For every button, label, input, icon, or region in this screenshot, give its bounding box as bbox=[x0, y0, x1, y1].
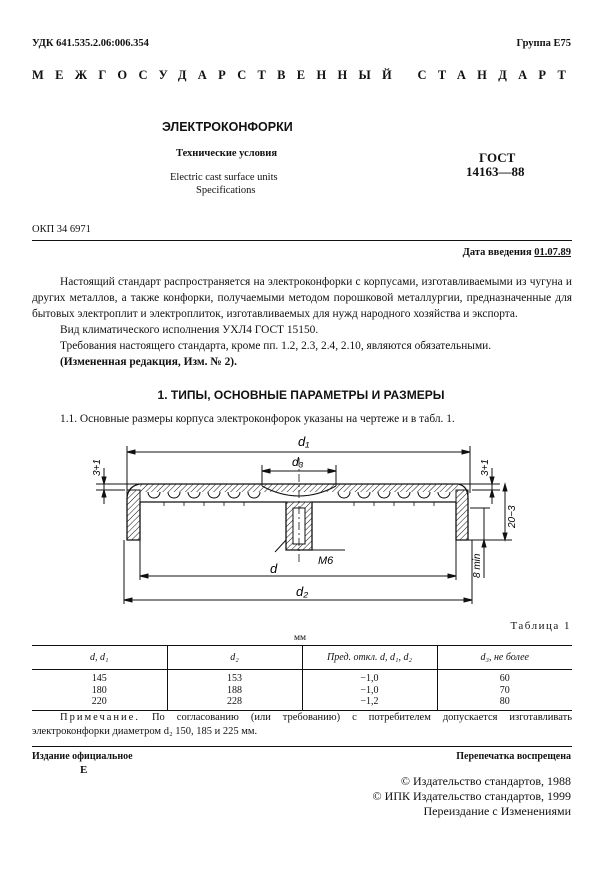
label-m6: M6 bbox=[318, 555, 334, 567]
udk-code: УДК 641.535.2.06:006.354 bbox=[32, 38, 149, 49]
intro-date-value: 01.07.89 bbox=[534, 247, 571, 258]
table-cell: 220 bbox=[32, 696, 167, 710]
label-d1: d₁ bbox=[298, 434, 310, 449]
table-row bbox=[32, 670, 572, 685]
copyright-1999: © ИПК Издательство стандартов, 1999 bbox=[372, 789, 571, 803]
doc-title-en: Electric cast surface units bbox=[170, 172, 278, 183]
reprint-notice: Перепечатка воспрещена bbox=[456, 751, 571, 762]
table-row bbox=[32, 696, 572, 710]
section-title: 1. ТИПЫ, ОСНОВНЫЕ ПАРАМЕТРЫ И РАЗМЕРЫ bbox=[157, 388, 445, 402]
dimensions-table bbox=[32, 645, 572, 711]
clause-1-1: 1.1. Основные размеры корпуса электроконфорок указаны на чертеже и в табл. 1. bbox=[60, 413, 455, 425]
header-divider bbox=[32, 240, 572, 241]
standard-banner: МЕЖГОСУДАРСТВЕННЫЙ СТАНДАРТ bbox=[32, 68, 578, 82]
paragraph-amendment: (Измененная редакция, Изм. № 2). bbox=[60, 356, 237, 368]
footer-divider bbox=[32, 746, 572, 747]
okp-code: ОКП 34 6971 bbox=[32, 224, 91, 235]
table-caption: Таблица 1 bbox=[510, 620, 571, 632]
reissue-notice: Переиздание с Изменениями bbox=[423, 804, 571, 818]
table-cell: 145 bbox=[91, 673, 107, 684]
col-header-d2: d₂ bbox=[167, 646, 302, 670]
doc-subtitle-en: Specifications bbox=[196, 185, 256, 196]
official-edition: Издание официальное bbox=[32, 751, 133, 762]
table-note bbox=[32, 711, 572, 739]
label-d: d bbox=[270, 561, 278, 576]
paragraph-climate: Вид климатического исполнения УХЛ4 ГОСТ 15150. bbox=[60, 324, 319, 336]
table-header-row bbox=[32, 646, 572, 670]
note-text: По согласованию (или требованию) с потребителем допускается изготавливать электроконфорки диаметром d₂ 150, 185 и 225 мм. bbox=[32, 712, 572, 737]
label-min-dim: 8 min bbox=[472, 553, 483, 578]
label-height-dim: 20−3 bbox=[507, 505, 518, 528]
table-cell: 70 bbox=[437, 685, 572, 697]
intro-date-label: Дата введения bbox=[462, 247, 532, 258]
table-cell: −1,0 bbox=[302, 670, 437, 685]
doc-subtitle: Технические условия bbox=[176, 148, 278, 159]
label-d3: d₃ bbox=[292, 455, 304, 469]
table-cell: 80 bbox=[437, 696, 572, 710]
table-cell: 188 bbox=[167, 685, 302, 697]
note-label: Примечание. bbox=[60, 712, 140, 723]
label-d2: d₂ bbox=[296, 584, 309, 599]
gost-label: ГОСТ bbox=[479, 150, 516, 165]
table-cell: 153 bbox=[167, 670, 302, 685]
table-row bbox=[32, 685, 572, 697]
table-cell: −1,2 bbox=[302, 696, 437, 710]
table-cell: 228 bbox=[167, 696, 302, 710]
table-cell: 60 bbox=[437, 670, 572, 685]
paragraph-scope: Настоящий стандарт распространяется на электроконфорки с корпусами, изготавливаемыми из чугуна и других металлов, а также конфорки, получаемыми методом порошковой металлургии, предназначенные для бытовых электроплит и электроплиток, изготавливаемых для нужд народного хозяйства и экспорта. bbox=[32, 276, 572, 320]
doc-title: ЭЛЕКТРОКОНФОРКИ bbox=[162, 120, 293, 134]
paragraph-requirements: Требования настоящего стандарта, кроме пп. 1.2, 2.3, 2.4, 2.10, являются обязательными. bbox=[60, 340, 492, 352]
group-code: Группа Е75 bbox=[516, 38, 571, 49]
table-cell: 180 bbox=[91, 684, 107, 696]
col-header-d-d1: d, d₁ bbox=[32, 646, 167, 670]
col-header-d3: d₃, не более bbox=[437, 646, 572, 670]
gost-number: 14163—88 bbox=[466, 164, 525, 179]
col-header-tolerance: Пред. откл. d, d₁, d₂ bbox=[302, 646, 437, 670]
table-cell: −1,0 bbox=[302, 685, 437, 697]
intro-date bbox=[463, 247, 571, 258]
label-top-right-dim: 3+1 bbox=[480, 459, 491, 476]
table-unit: мм bbox=[294, 633, 307, 643]
edition-letter: Е bbox=[80, 764, 88, 776]
intro-text bbox=[32, 274, 572, 370]
label-top-left-dim: 3+1 bbox=[92, 459, 103, 476]
copyright-1988: © Издательство стандартов, 1988 bbox=[400, 774, 571, 788]
burner-drawing bbox=[0, 428, 602, 628]
